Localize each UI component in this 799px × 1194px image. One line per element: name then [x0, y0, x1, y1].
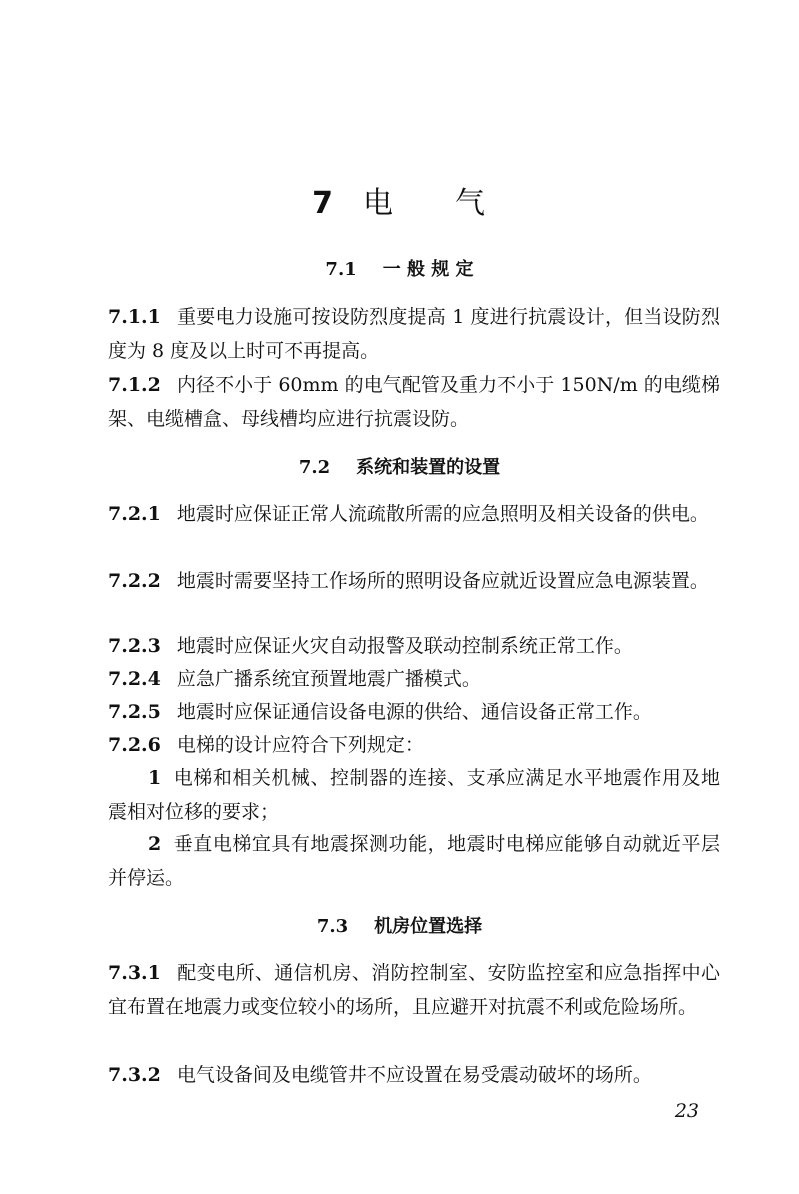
clause-text: 地震时应保证正常人流疏散所需的应急照明及相关设备的供电。 — [176, 503, 709, 525]
clause-7-3-1 — [108, 956, 720, 1024]
section-number: 7.2 — [298, 457, 331, 478]
clause-text: 应急广播系统宜预置地震广播模式。 — [176, 668, 481, 690]
clause-7-2-6 — [108, 728, 720, 762]
clause-text: 地震时需要坚持工作场所的照明设备应就近设置应急电源装置。 — [176, 570, 709, 592]
clause-text: 配变电所、通信机房、消防控制室、安防监控室和应急指挥中心宜布置在地震力或变位较小的场所，且应避开对抗震不利或危险场所。 — [108, 962, 720, 1018]
section-title-7-1 — [0, 255, 799, 281]
clause-number: 7.1.1 — [108, 306, 161, 328]
clause-7-2-5 — [108, 695, 720, 729]
section-number: 7.1 — [325, 259, 357, 280]
clause-text: 重要电力设施可按设防烈度提高 1 度进行抗震设计，但当设防烈度为 8 度及以上时可不再提高。 — [108, 306, 720, 362]
clause-number: 7.2.1 — [108, 503, 161, 525]
clause-text: 电梯的设计应符合下列规定： — [176, 734, 424, 756]
clause-7-2-6-item-1 — [108, 761, 720, 829]
page-number: 23 — [674, 1100, 699, 1122]
section-heading: 系统和装置的设置 — [356, 457, 501, 478]
clause-7-2-3 — [108, 629, 720, 663]
section-heading: 机房位置选择 — [374, 916, 483, 937]
section-title-7-3 — [0, 912, 799, 938]
clause-number: 7.3.2 — [108, 1064, 161, 1086]
clause-7-2-4 — [108, 662, 720, 696]
clause-7-1-2 — [108, 368, 720, 436]
clause-7-2-6-item-2 — [108, 827, 720, 895]
clause-number: 7.2.3 — [108, 635, 161, 657]
item-text: 电梯和相关机械、控制器的连接、支承应满足水平地震作用及地震相对位移的要求； — [108, 767, 720, 823]
clause-number: 7.2.6 — [108, 734, 161, 756]
item-number: 2 — [148, 833, 162, 855]
clause-7-2-2 — [108, 564, 720, 598]
section-heading: 一 般 规 定 — [382, 259, 474, 280]
clause-text: 内径不小于 60mm 的电气配管及重力不小于 150N/m 的电缆梯架、电缆槽盒、母线槽均应进行抗震设防。 — [108, 374, 720, 430]
chapter-title — [0, 178, 799, 222]
chapter-number: 7 — [312, 186, 335, 221]
clause-7-2-1 — [108, 497, 720, 531]
clause-text: 地震时应保证火灾自动报警及联动控制系统正常工作。 — [176, 635, 633, 657]
chapter-word-2: 气 — [454, 186, 487, 221]
clause-number: 7.1.2 — [108, 374, 161, 396]
item-text: 垂直电梯宜具有地震探测功能，地震时电梯应能够自动就近平层并停运。 — [108, 833, 720, 889]
clause-number: 7.3.1 — [108, 962, 161, 984]
clause-number: 7.2.2 — [108, 570, 161, 592]
item-number: 1 — [148, 767, 162, 789]
clause-number: 7.2.4 — [108, 668, 161, 690]
chapter-word-1: 电 — [362, 186, 395, 221]
clause-text: 地震时应保证通信设备电源的供给、通信设备正常工作。 — [176, 701, 652, 723]
section-number: 7.3 — [316, 916, 349, 937]
clause-7-3-2 — [108, 1058, 720, 1092]
section-title-7-2 — [0, 453, 799, 479]
clause-number: 7.2.5 — [108, 701, 161, 723]
clause-7-1-1 — [108, 300, 720, 368]
clause-text: 电气设备间及电缆管井不应设置在易受震动破坏的场所。 — [176, 1064, 652, 1086]
